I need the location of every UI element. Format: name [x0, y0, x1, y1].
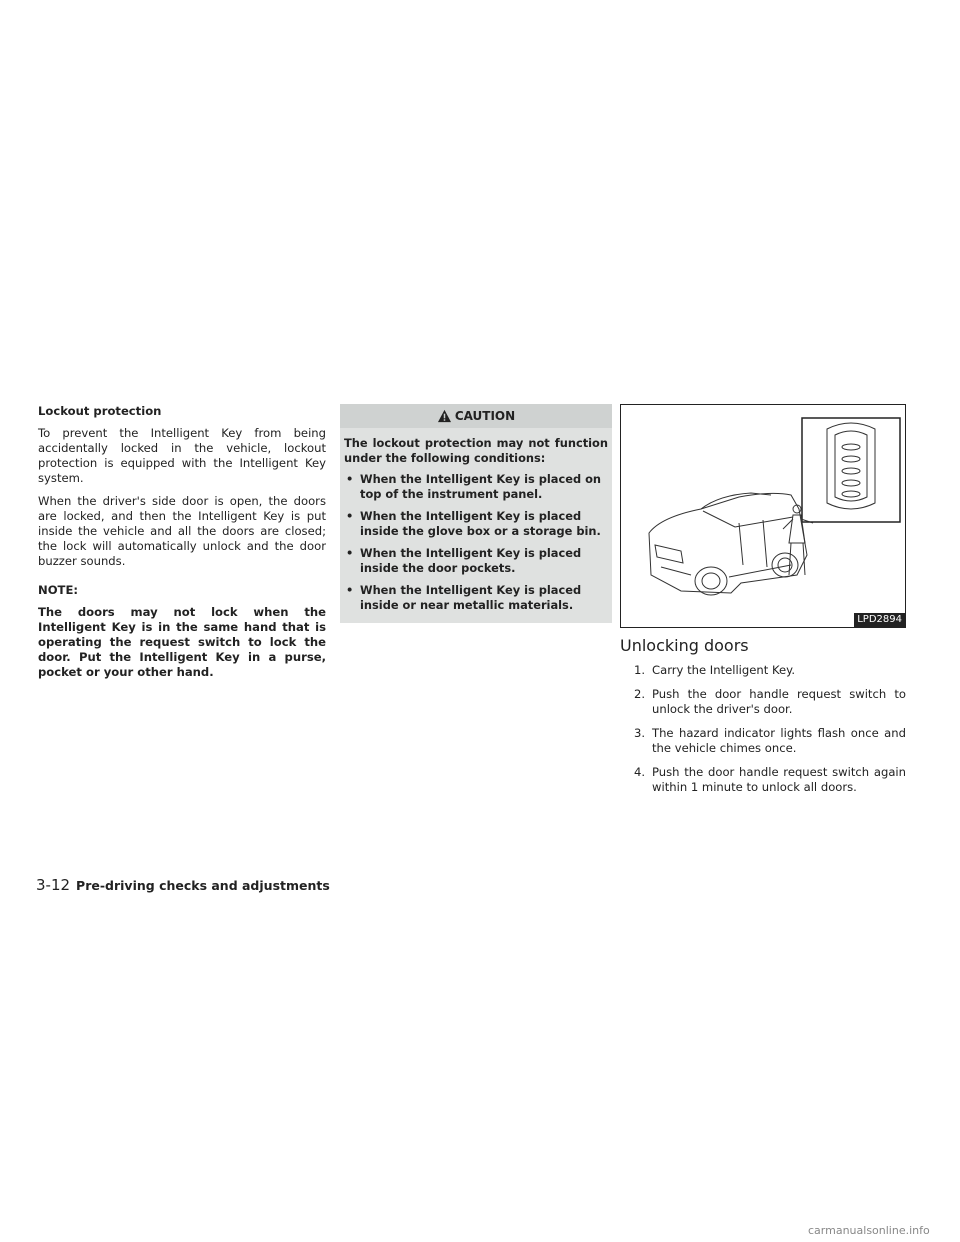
caution-list [344, 472, 608, 613]
caution-item-text: When the Intelligent Key is placed inside or near metallic materials. [360, 583, 582, 612]
step-text: Push the door handle request switch to unlock the driver's door. [652, 687, 906, 716]
caution-header [340, 404, 612, 428]
watermark: carmanualsonline.info [808, 1224, 930, 1237]
caution-item [344, 472, 608, 502]
step-item [634, 687, 906, 717]
step-text: Push the door handle request switch again within 1 minute to unlock all doors. [652, 765, 906, 794]
step-item [634, 765, 906, 795]
caution-item-text: When the Intelligent Key is placed on top of the instrument panel. [360, 472, 602, 501]
page-number: 3-12 [36, 876, 71, 894]
car-with-person-illustration [621, 405, 905, 627]
note-label: NOTE: [38, 583, 79, 597]
car-icon [649, 493, 807, 595]
bullet: • [346, 546, 354, 560]
warning-triangle-icon [437, 409, 452, 423]
bullet: • [346, 472, 354, 486]
caution-intro: The lockout protection may not function under the following conditions: [344, 436, 608, 465]
caution-item [344, 509, 608, 539]
step-number: 1. [634, 663, 646, 677]
lockout-subhead: Lockout protection [38, 404, 162, 418]
caution-item [344, 546, 608, 576]
step-text: Carry the Intelligent Key. [652, 663, 796, 677]
lockout-column [38, 404, 326, 680]
figure-label: LPD2894 [854, 613, 905, 627]
unlocking-steps [634, 663, 906, 795]
caution-title: CAUTION [454, 409, 516, 423]
note-text: The doors may not lock when the Intelligent Key is in the same hand that is operating the request switch to lock the door. Put the Intelligent Key in a purse, pocket or your other hand. [38, 605, 326, 679]
caution-column [340, 404, 612, 623]
caution-body [340, 428, 612, 623]
unlocking-column [620, 404, 906, 804]
caution-item-text: When the Intelligent Key is placed inside the glove box or a storage bin. [360, 509, 601, 538]
step-item [634, 726, 906, 756]
unlocking-title: Unlocking doors [620, 636, 749, 655]
footer-title: Pre-driving checks and adjustments [76, 878, 330, 893]
step-item [634, 663, 906, 678]
step-number: 3. [634, 726, 646, 740]
lockout-paragraph-2: When the driver's side door is open, the doors are locked, and then the Intelligent Key is put inside the vehicle and all the doors are closed; the lock will automatically unlock and the door buzzer sounds. [38, 494, 326, 568]
caution-item [344, 583, 608, 613]
key-inset-frame [802, 418, 900, 522]
step-number: 2. [634, 687, 646, 701]
bullet: • [346, 509, 354, 523]
lockout-paragraph-1: To prevent the Intelligent Key from being accidentally locked in the vehicle, lockout protection is equipped with the Intelligent Key system. [38, 426, 326, 485]
page-footer [36, 876, 330, 894]
caution-item-text: When the Intelligent Key is placed inside the door pockets. [360, 546, 582, 575]
bullet: • [346, 583, 354, 597]
car-illustration [620, 404, 906, 628]
step-text: The hazard indicator lights flash once and the vehicle chimes once. [652, 726, 906, 755]
step-number: 4. [634, 765, 646, 779]
caution-box [340, 404, 612, 623]
